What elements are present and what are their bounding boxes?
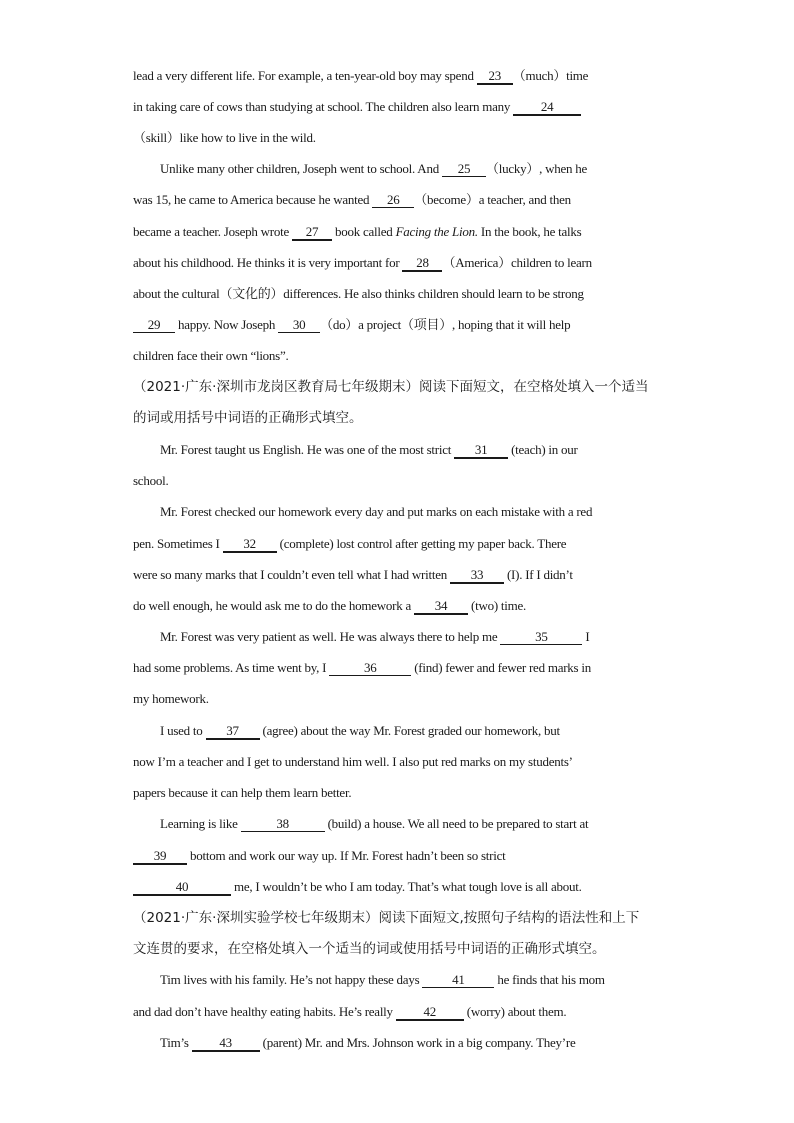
text: (find) fewer and fewer red marks in — [411, 660, 591, 675]
text-line — [133, 753, 573, 771]
text: became a teacher. Joseph wrote — [133, 224, 293, 239]
blank-27[interactable]: 27 — [292, 224, 332, 241]
text: （2021·广东·深圳实验学校七年级期末）阅读下面短文,按照句子结构的语法性和上下 — [133, 910, 640, 926]
text-line — [133, 878, 582, 896]
text-line — [133, 347, 289, 365]
text-line — [133, 847, 505, 865]
text-line — [133, 472, 168, 490]
text-line — [133, 784, 351, 802]
blank-29[interactable]: 29 — [133, 317, 175, 333]
text: was 15, he came to America because he wanted — [133, 192, 373, 207]
blank-43[interactable]: 43 — [192, 1035, 260, 1052]
text: (parent) Mr. and Mrs. Johnson work in a big company. They’re — [259, 1035, 576, 1050]
text: were so many marks that I couldn’t even tell what I had written — [133, 567, 450, 582]
text-line — [133, 535, 566, 553]
text: （become）a teacher, and then — [414, 192, 571, 207]
text: children face their own “lions”. — [133, 348, 289, 363]
text-line — [160, 628, 590, 646]
text: book called — [332, 224, 396, 239]
text: 的词或用括号中词语的正确形式填空。 — [133, 410, 363, 426]
text-line — [133, 316, 570, 334]
text-line — [160, 441, 578, 459]
blank-31[interactable]: 31 — [454, 442, 508, 459]
text-line — [133, 690, 209, 708]
text: me, I wouldn’t be who I am today. That’s what tough love is all about. — [231, 879, 582, 894]
text: I used to — [160, 723, 206, 738]
text: Mr. Forest taught us English. He was one of the most strict — [160, 442, 455, 457]
text: （America）children to learn — [442, 255, 592, 270]
text-line — [133, 191, 571, 209]
blank-32[interactable]: 32 — [223, 536, 277, 553]
text-line — [133, 1003, 566, 1021]
text-line — [160, 160, 587, 178]
text-line — [133, 566, 573, 584]
book-title: Facing the Lion. — [395, 224, 478, 239]
blank-26[interactable]: 26 — [372, 192, 414, 208]
blank-41[interactable]: 41 — [422, 972, 494, 988]
text-line — [160, 503, 592, 521]
section-header — [133, 909, 639, 927]
text-line — [133, 223, 581, 241]
text: （lucky）, when he — [485, 161, 588, 176]
text: （2021·广东·深圳市龙岗区教育局七年级期末）阅读下面短文，在空格处填入一个适当 — [133, 379, 649, 395]
text: about his childhood. He thinks it is very important for — [133, 255, 403, 270]
text: school. — [133, 473, 169, 488]
text-line — [160, 722, 560, 740]
text-line — [133, 254, 592, 272]
text: happy. Now Joseph — [175, 317, 279, 332]
text-line — [160, 815, 588, 833]
text-line — [133, 597, 526, 615]
blank-34[interactable]: 34 — [414, 598, 468, 615]
text-line — [133, 67, 588, 85]
blank-25[interactable]: 25 — [442, 161, 486, 177]
text: bottom and work our way up. If Mr. Forest hadn’t been so strict — [187, 848, 506, 863]
text: Unlike many other children, Joseph went to school. And — [160, 161, 442, 176]
text: Mr. Forest was very patient as well. He was always there to help me — [160, 629, 501, 644]
text: In the book, he talks — [477, 224, 582, 239]
section-header — [133, 378, 648, 396]
text: (I). If I didn’t — [503, 567, 573, 582]
blank-35[interactable]: 35 — [500, 629, 582, 645]
text: (agree) about the way Mr. Forest graded our homework, but — [259, 723, 560, 738]
text-line — [133, 98, 581, 116]
text: Tim lives with his family. He’s not happy these days — [160, 972, 423, 987]
text: he finds that his mom — [494, 972, 605, 987]
text: (teach) in our — [508, 442, 578, 457]
text: Tim’s — [160, 1035, 192, 1050]
blank-28[interactable]: 28 — [402, 255, 442, 272]
text-line — [133, 129, 316, 147]
blank-42[interactable]: 42 — [396, 1004, 464, 1021]
text: my homework. — [133, 691, 209, 706]
text: (build) a house. We all need to be prepared to start at — [324, 816, 589, 831]
text: (two) time. — [468, 598, 527, 613]
text: papers because it can help them learn better. — [133, 785, 352, 800]
blank-38[interactable]: 38 — [241, 816, 325, 832]
text: 文连贯的要求，在空格处填入一个适当的词或使用括号中词语的正确形式填空。 — [133, 941, 606, 957]
text: （much）time — [512, 68, 589, 83]
text-line — [160, 971, 605, 989]
blank-33[interactable]: 33 — [450, 567, 504, 584]
text-line — [133, 659, 591, 677]
text: now I’m a teacher and I get to understand him well. I also put red marks on my students’ — [133, 754, 573, 769]
section-header — [133, 940, 606, 958]
text: lead a very different life. For example, a ten-year-old boy may spend — [133, 68, 477, 83]
text: （do）a project（项目）, hoping that it will help — [320, 317, 571, 332]
text: (complete) lost control after getting my paper back. There — [276, 536, 567, 551]
blank-39[interactable]: 39 — [133, 848, 187, 865]
blank-30[interactable]: 30 — [278, 317, 320, 333]
text: I — [582, 629, 590, 644]
text: and dad don’t have healthy eating habits. He’s really — [133, 1004, 396, 1019]
blank-23[interactable]: 23 — [477, 68, 513, 85]
text: in taking care of cows than studying at school. The children also learn many — [133, 99, 514, 114]
section-header — [133, 409, 363, 427]
text: pen. Sometimes I — [133, 536, 223, 551]
text: Learning is like — [160, 816, 241, 831]
blank-37[interactable]: 37 — [206, 723, 260, 740]
text: Mr. Forest checked our homework every day and put marks on each mistake with a red — [160, 504, 593, 519]
text: （skill）like how to live in the wild. — [133, 130, 316, 145]
text: do well enough, he would ask me to do the homework a — [133, 598, 414, 613]
text: (worry) about them. — [463, 1004, 567, 1019]
text-line — [160, 1034, 575, 1052]
blank-40[interactable]: 40 — [133, 879, 231, 896]
text: had some problems. As time went by, I — [133, 660, 330, 675]
blank-24[interactable]: 24 — [513, 99, 581, 116]
text: about the cultural（文化的）differences. He also thinks children should learn to be strong — [133, 286, 584, 301]
text-line — [133, 285, 584, 303]
blank-36[interactable]: 36 — [329, 660, 411, 676]
